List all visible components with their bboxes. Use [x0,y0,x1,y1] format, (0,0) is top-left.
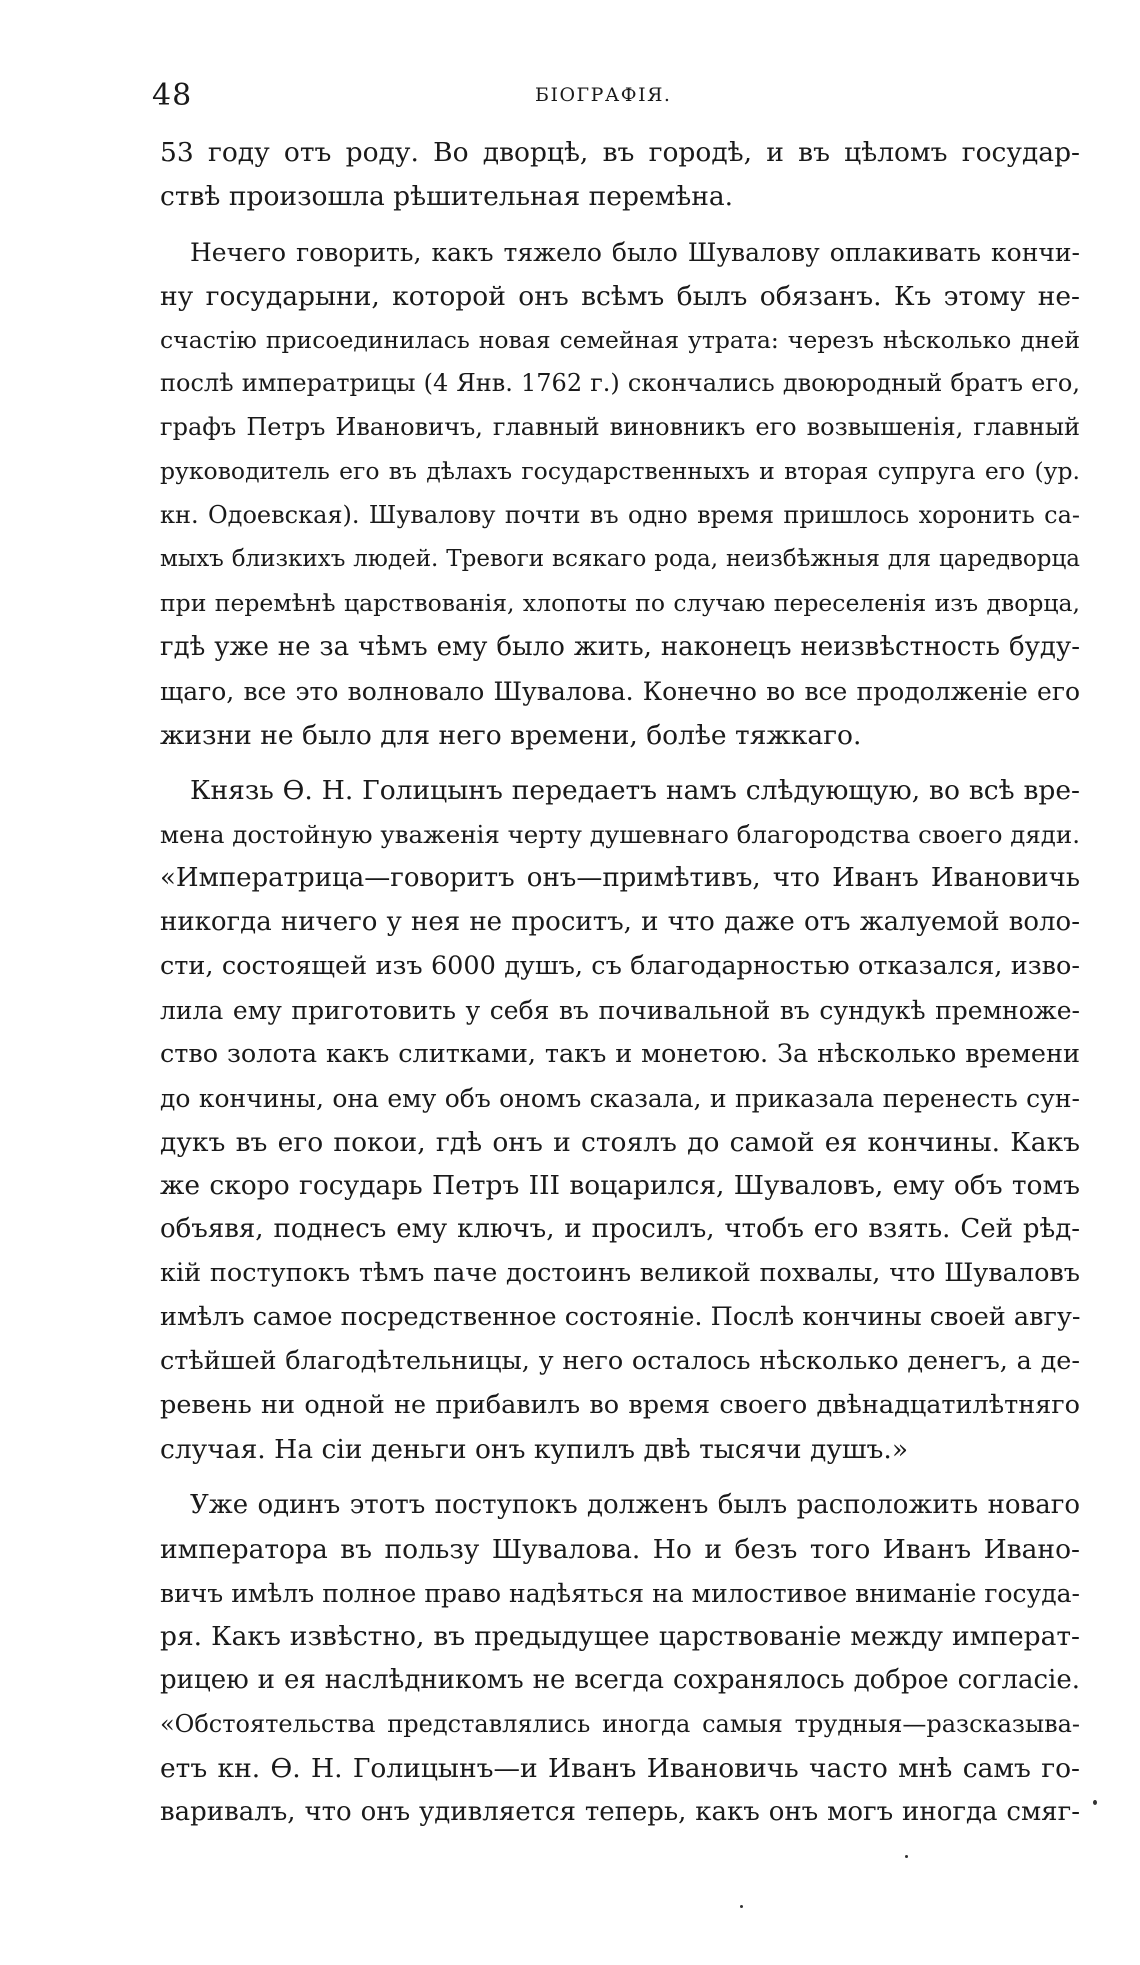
text-line: ствѣ произошла рѣшительная перемѣна. [160,180,734,212]
text-line: при перемѣнѣ царствованія, хлопоты по случаю переселенія изъ дворца, [160,588,1080,617]
text-line: лила ему приготовить у себя въ почивальной въ сундукѣ премноже- [160,995,1080,1025]
text-line: вичъ имѣлъ полное право надѣяться на милостивое вниманіе госуда- [160,1578,1080,1608]
text-line: щаго, все это волновало Шувалова. Конечно во все продолженіе его [160,676,1080,706]
text-line: счастію присоединилась новая семейная утрата: черезъ нѣсколько дней [160,325,1080,354]
text-line: дукъ въ его покои, гдѣ онъ и стоялъ до самой ея кончины. Какъ [160,1126,1080,1158]
text-line: жизни не было для него времени, болѣе тяжкаго. [160,719,862,751]
text-line: Уже одинъ этотъ поступокъ долженъ былъ расположить новаго [190,1489,1080,1520]
text-line: же скоро государь Петръ III воцарился, Шуваловъ, ему объ томъ [160,1170,1080,1202]
text-line: случая. На сіи деньги онъ купилъ двѣ тысячи душъ.» [160,1433,909,1465]
text-line: варивалъ, что онъ удивляется теперь, какъ онъ могъ иногда смяг- [160,1796,1080,1827]
dust-speck [905,1855,908,1858]
text-line: никогда ничего у нея не проситъ, и что даже отъ жалуемой воло- [160,907,1080,938]
text-line: руководитель его въ дѣлахъ государственныхъ и вторая супруга его (ур. [160,457,1080,486]
text-line: ну государыни, которой онъ всѣмъ былъ обязанъ. Къ этому не- [160,280,1080,312]
dust-speck [740,1905,743,1908]
text-line: императора въ пользу Шувалова. Но и безъ того Иванъ Ивано- [160,1533,1080,1565]
text-line: кн. Одоевская). Шувалову почти въ одно время пришлось хоронить са- [160,501,1080,530]
text-line: графъ Петръ Ивановичъ, главный виновникъ его возвышенія, главный [160,413,1080,442]
text-line: ство золота какъ слитками, такъ и монетою. За нѣсколько времени [160,1038,1080,1069]
text-line: ревень ни одной не прибавилъ во время своего двѣнадцатилѣтняго [160,1389,1080,1420]
text-line: «Императрица—говоритъ онъ—примѣтивъ, что Иванъ Ивановичь [160,863,1080,894]
text-line: 53 году отъ роду. Во дворцѣ, въ городѣ, и въ цѣломъ государ- [160,137,1080,168]
text-line: стѣйшей благодѣтельницы, у него осталось нѣсколько денегъ, а де- [160,1346,1080,1377]
page-number: 48 [152,78,193,113]
text-line: Князь Ѳ. Н. Голицынъ передаетъ намъ слѣдующую, во всѣ вре- [190,775,1080,807]
text-line: объявя, поднесъ ему ключъ, и просилъ, чтобъ его взять. Сей рѣд- [160,1214,1080,1245]
text-line: рицею и ея наслѣдникомъ не всегда сохранялось доброе согласіе. [160,1665,1080,1696]
running-title: БІОГРАФІЯ. [535,84,672,106]
text-line: имѣлъ самое посредственное состояніе. Послѣ кончины своей авгу- [160,1302,1081,1333]
text-line: послѣ императрицы (4 Янв. 1762 г.) скончались двоюродный братъ его, [160,369,1080,398]
text-line: гдѣ уже не за чѣмъ ему было жить, наконецъ неизвѣстность буду- [160,631,1080,662]
text-line: ря. Какъ извѣстно, въ предыдущее царствованіе между императ- [160,1621,1080,1653]
text-line: кій поступокъ тѣмъ паче достоинъ великой похвалы, что Шуваловъ [160,1258,1080,1289]
text-line: мыхъ близкихъ людей. Тревоги всякаго рода, неизбѣжныя для царедворца [160,546,1080,573]
text-line: сти, состоящей изъ 6000 душъ, съ благодарностью отказался, изво- [160,951,1080,982]
text-line: «Обстоятельства представлялись иногда самыя трудныя—разсказыва- [160,1710,1080,1739]
text-line: мена достойную уваженія черту душевнаго благородства своего дяди. [160,820,1080,850]
body-text [160,131,1080,1835]
text-line: етъ кн. Ѳ. Н. Голицынъ—и Иванъ Ивановичь часто мнѣ самъ го- [160,1753,1080,1785]
text-line: Нечего говорить, какъ тяжело было Шувалову оплакивать кончи- [190,237,1080,267]
text-line: до кончины, она ему объ ономъ сказала, и приказала перенесть сун- [160,1083,1080,1113]
dust-speck [1093,1800,1097,1805]
